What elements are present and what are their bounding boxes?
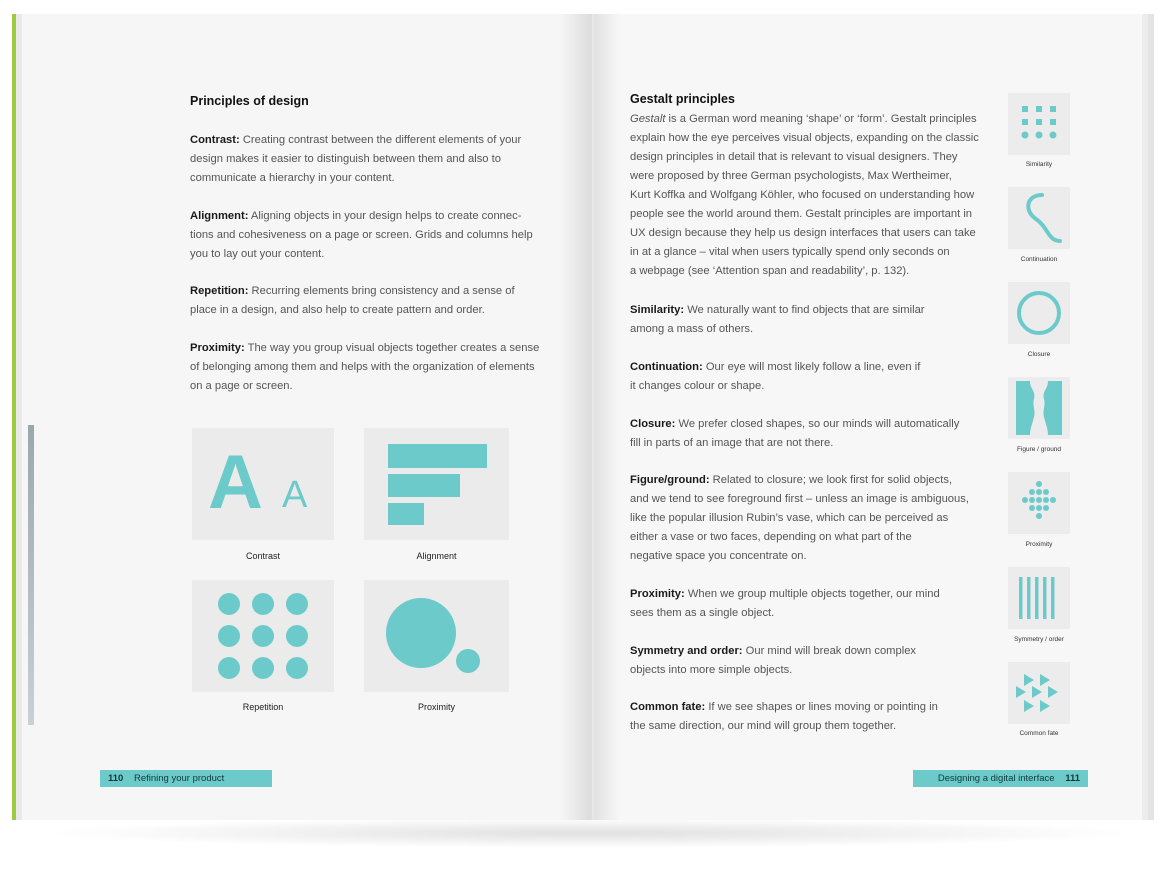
gestalt-intro: Gestalt is a German word meaning ‘shape’ or ‘form’. Gestalt principles explain how the eye perceives visual objects, expanding on the classic design principles in detail that is relevant to visual designers. They were proposed by three German psychologists, Max Wertheimer, Kurt Koffka and Wolfgang Köhler, who focused on understanding how people see the world around them. Gestalt principles are important in UX design because they help us design interfaces that users can take in at a glance – vital when users typically spend only seconds on a webpage (see ‘Attention span and readability’, p. 132). bbox=[630, 113, 979, 277]
proximity-paragraph: Proximity: The way you group visual objects together creates a sense of belonging among them and helps with the organization of elements on a page or screen. bbox=[190, 342, 540, 392]
similarity-paragraph: Similarity: We naturally want to find objects that are similar among a mass of others. bbox=[630, 304, 925, 335]
similarity-icon bbox=[1008, 93, 1070, 155]
continuation-tile bbox=[1008, 187, 1070, 249]
large-letter: A bbox=[208, 440, 263, 525]
alignment-bar-short bbox=[388, 503, 424, 525]
s-curve-icon bbox=[1008, 187, 1070, 249]
continuation-paragraph: Continuation: Our eye will most likely follow a line, even if it changes colour or shape. bbox=[630, 361, 921, 392]
alignment-figure bbox=[364, 428, 509, 540]
diamond-dots-icon bbox=[1008, 472, 1070, 534]
right-page-title: Gestalt principles bbox=[630, 92, 735, 106]
closure-paragraph: Closure: We prefer closed shapes, so our minds will automatically fill in parts of an image that are not there. bbox=[630, 418, 960, 449]
alignment-paragraph: Alignment: Aligning objects in your design helps to create connec- tions and cohesiveness on a page or screen. Grids and columns help you to lay out your content. bbox=[190, 210, 533, 260]
term: Proximity: bbox=[190, 342, 245, 354]
italic-word: Gestalt bbox=[630, 113, 666, 125]
right-footer bbox=[913, 770, 1088, 787]
figure-ground-caption: Figure / ground bbox=[1016, 446, 1062, 453]
figure-ground-tile bbox=[1008, 377, 1070, 439]
proximity-gestalt-paragraph: Proximity: When we group multiple objects together, our mind sees them as a single object. bbox=[630, 588, 940, 619]
alignment-bar-medium bbox=[388, 474, 460, 497]
alignment-bar-long bbox=[388, 444, 487, 468]
repetition-figure bbox=[192, 580, 334, 692]
book-shadow bbox=[40, 818, 1140, 848]
contrast-paragraph: Contrast: Creating contrast between the different elements of your design makes it easier to distinguish between them and also to communicate a hierarchy in your content. bbox=[190, 134, 522, 184]
term: Alignment: bbox=[190, 210, 249, 222]
page-number: 110 bbox=[108, 773, 124, 784]
small-letter: A bbox=[282, 474, 308, 516]
page-number: 111 bbox=[1065, 773, 1080, 784]
left-page-title: Principles of design bbox=[190, 94, 309, 108]
running-head: Refining your product bbox=[133, 773, 225, 784]
page-edge-strip bbox=[28, 425, 34, 725]
running-head: Designing a digital interface bbox=[937, 773, 1055, 784]
proximity-figure bbox=[364, 580, 509, 692]
dot-grid-icon bbox=[192, 580, 334, 692]
left-footer bbox=[100, 770, 272, 787]
arrow-triangles-icon bbox=[1008, 662, 1070, 724]
closure-tile bbox=[1008, 282, 1070, 344]
common-fate-paragraph: Common fate: If we see shapes or lines moving or pointing in the same direction, our mind will group them together. bbox=[630, 701, 938, 732]
term: Contrast: bbox=[190, 134, 240, 146]
similarity-tile bbox=[1008, 93, 1070, 155]
circles-icon bbox=[364, 580, 509, 692]
similarity-caption: Similarity bbox=[1025, 161, 1053, 168]
common-fate-caption: Common fate bbox=[1019, 730, 1059, 737]
continuation-caption: Continuation bbox=[1020, 256, 1058, 263]
repetition-paragraph: Repetition: Recurring elements bring consistency and a sense of place in a design, and also help to create pattern and order. bbox=[190, 285, 515, 316]
vertical-bars-icon bbox=[1008, 567, 1070, 629]
repetition-caption: Repetition bbox=[242, 702, 284, 712]
common-fate-tile bbox=[1008, 662, 1070, 724]
proximity-side-caption: Proximity bbox=[1025, 541, 1053, 548]
symmetry-caption: Symmetry / order bbox=[1014, 636, 1064, 643]
contrast-figure bbox=[192, 428, 334, 540]
alignment-caption: Alignment bbox=[416, 551, 457, 561]
proximity-side-tile bbox=[1008, 472, 1070, 534]
proximity-caption: Proximity bbox=[417, 702, 455, 712]
closure-caption: Closure bbox=[1027, 351, 1051, 358]
symmetry-tile bbox=[1008, 567, 1070, 629]
term: Repetition: bbox=[190, 285, 249, 297]
symmetry-paragraph: Symmetry and order: Our mind will break down complex objects into more simple objects. bbox=[630, 645, 917, 676]
rubin-vase-icon bbox=[1008, 377, 1070, 439]
figure-ground-paragraph: Figure/ground: Related to closure; we look first for solid objects, and we tend to see foreground first – unless an image is ambiguous, like the popular illusion Rubin’s vase, which can be perceived as either a vase or two faces, depending on what part of the negative space you concentrate on. bbox=[630, 474, 969, 562]
ring-icon bbox=[1008, 282, 1070, 344]
contrast-caption: Contrast bbox=[245, 551, 280, 561]
